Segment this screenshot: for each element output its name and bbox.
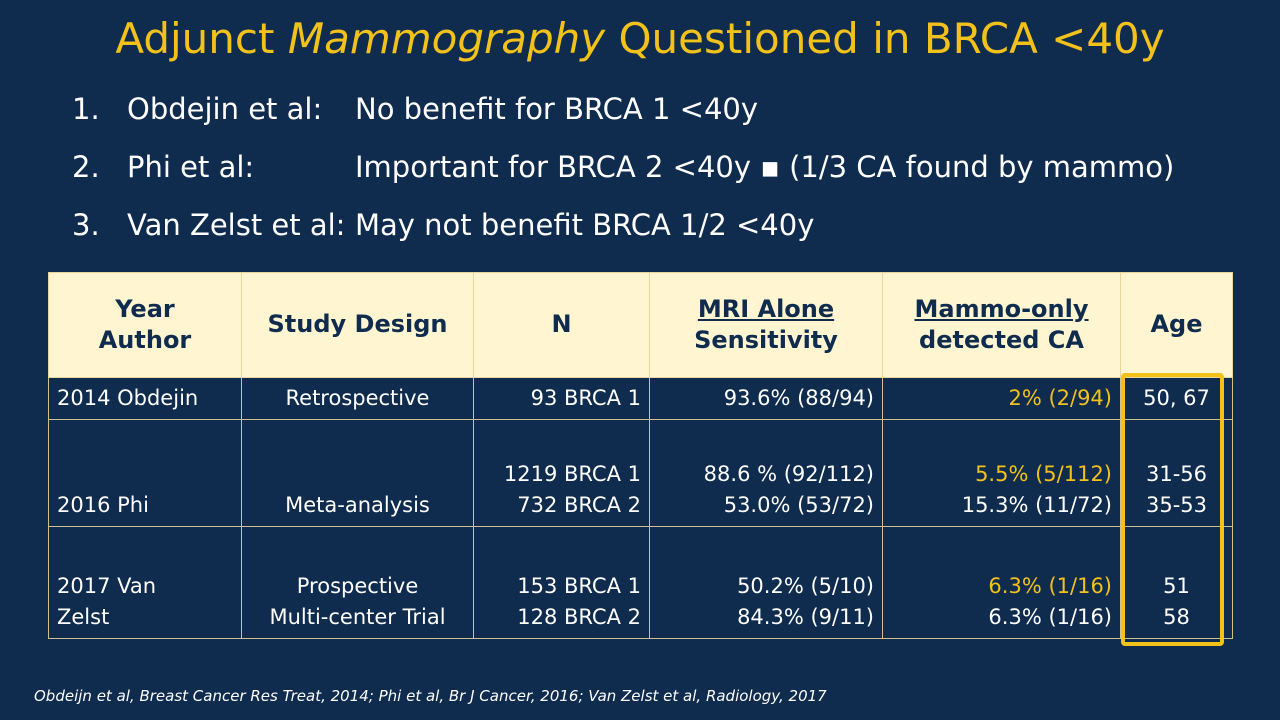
cell-study-design: Prospective Multi-center Trial	[242, 527, 474, 639]
cell-study-design: Meta-analysis	[242, 420, 474, 527]
header-n: N	[474, 273, 650, 378]
list-item	[72, 208, 1174, 266]
table-row	[49, 527, 1233, 639]
cell-mammo-only: 5.5% (5/112) 15.3% (11/72)	[883, 420, 1121, 527]
list-number: 1.	[72, 92, 100, 126]
list-item	[72, 150, 1174, 208]
cell-mri-sensitivity: 88.6 % (92/112) 53.0% (53/72)	[650, 420, 883, 527]
slide-title	[0, 14, 1280, 63]
header-year-author: Year Author	[49, 273, 242, 378]
list-author: Phi et al:	[127, 150, 255, 184]
cell-age: 51 58	[1121, 527, 1233, 639]
list-text: Important for BRCA 2 <40y ▪ (1/3 CA found by mammo)	[355, 150, 1175, 184]
cell-age: 50, 67	[1121, 378, 1233, 420]
studies-table	[48, 272, 1233, 639]
list-author: Obdejin et al:	[127, 92, 323, 126]
cell-mammo-only: 2% (2/94)	[883, 378, 1121, 420]
title-pre: Adjunct	[115, 14, 288, 63]
citation-footnote: Obdeijn et al, Breast Cancer Res Treat, 2014; Phi et al, Br J Cancer, 2016; Van Zelst et al, Radiology, 2017	[34, 687, 827, 705]
cell-mri-sensitivity: 93.6% (88/94)	[650, 378, 883, 420]
list-number: 2.	[72, 150, 100, 184]
cell-mri-sensitivity: 50.2% (5/10) 84.3% (9/11)	[650, 527, 883, 639]
age-column-highlight	[1121, 373, 1224, 646]
cell-n: 93 BRCA 1	[474, 378, 650, 420]
cell-year-author: 2016 Phi	[49, 420, 242, 527]
table-row	[49, 420, 1233, 527]
cell-year-author: 2014 Obdejin	[49, 378, 242, 420]
table-row	[49, 378, 1233, 420]
cell-mammo-only: 6.3% (1/16) 6.3% (1/16)	[883, 527, 1121, 639]
table-header-row	[49, 273, 1233, 378]
cell-study-design: Retrospective	[242, 378, 474, 420]
list-text: No benefit for BRCA 1 <40y	[355, 92, 759, 126]
cell-n: 1219 BRCA 1 732 BRCA 2	[474, 420, 650, 527]
cell-year-author: 2017 Van Zelst	[49, 527, 242, 639]
list-author: Van Zelst et al:	[127, 208, 346, 242]
header-mammo-only: Mammo-only detected CA	[883, 273, 1121, 378]
list-text: May not benefit BRCA 1/2 <40y	[355, 208, 815, 242]
numbered-list	[72, 92, 1174, 266]
list-number: 3.	[72, 208, 100, 242]
cell-n: 153 BRCA 1 128 BRCA 2	[474, 527, 650, 639]
cell-age: 31-56 35-53	[1121, 420, 1233, 527]
header-mri-sensitivity: MRI Alone Sensitivity	[650, 273, 883, 378]
list-item	[72, 92, 1174, 150]
header-study-design: Study Design	[242, 273, 474, 378]
title-italic: Mammography	[287, 14, 606, 63]
header-age: Age	[1121, 273, 1233, 378]
title-post: Questioned in BRCA <40y	[605, 14, 1165, 63]
